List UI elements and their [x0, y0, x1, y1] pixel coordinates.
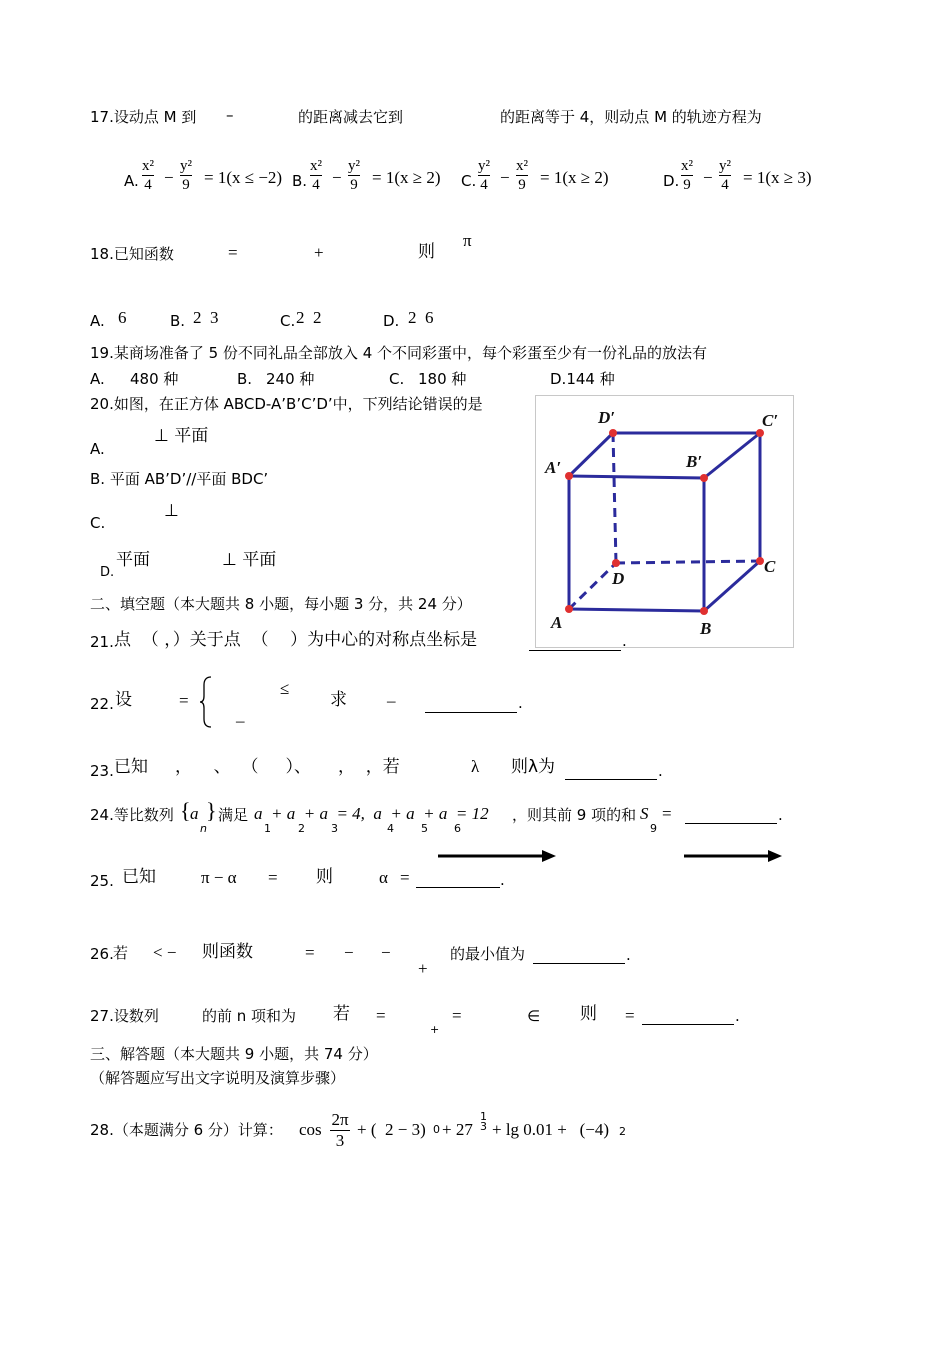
label-dp: D′ — [598, 408, 616, 427]
q18-opt-a-value: 6 — [118, 308, 127, 327]
option-label: B. — [292, 172, 308, 190]
q18-then: 则 — [418, 242, 435, 262]
q23-tail: 则λ为 — [511, 757, 556, 777]
q26-plus: + — [418, 959, 428, 978]
q28-exp0: 0 — [433, 1123, 440, 1136]
fraction: $\frac{\text{x²}}{4}$ — [310, 158, 322, 193]
label-c: C — [764, 557, 776, 576]
q24-seq: a — [190, 804, 199, 823]
q26-eq: = — [305, 943, 315, 962]
cube-figure — [535, 395, 794, 648]
q26-if: 若 — [113, 944, 129, 962]
vertex-a — [565, 605, 573, 613]
q19-opt: C. — [389, 370, 405, 388]
edge-dpd — [613, 433, 616, 563]
q17-stem-c: 的距离等于 4，则动点 M 的轨迹方程为 — [500, 108, 762, 126]
q18-opt-d-label: D. — [383, 312, 400, 330]
q17-minus: – — [226, 106, 234, 124]
q19-opt: D.144 种 — [550, 370, 615, 388]
q26-answer-blank[interactable] — [533, 946, 625, 964]
q28-prefix: 28.（本题满分 6 分）计算： — [90, 1121, 283, 1139]
option-rhs: = 1(x ≤ −2) — [204, 168, 283, 187]
fraction: $\frac{\text{x²}}{4}$ — [142, 158, 154, 193]
q24-tail: ，则其前 9 项的和 — [512, 806, 637, 824]
section3-title: 三、解答题（本大题共 9 小题，共 74 分） — [90, 1045, 378, 1063]
q18-pi: π — [463, 231, 472, 250]
q27-plus: + — [430, 1023, 440, 1036]
q22-end: . — [518, 694, 523, 712]
q22-le: ≤ — [280, 679, 290, 698]
q21-answer-blank[interactable] — [529, 632, 621, 651]
q23-text: 已知 ， 、 （ ）、 ， ，若 — [114, 757, 400, 777]
q20-opt-b: B. 平面 AB’D’//平面 BDC’ — [90, 470, 269, 488]
q18-opt-b-label: B. — [170, 312, 186, 330]
q22-num: 22. — [90, 695, 114, 713]
q26-end: . — [626, 946, 631, 964]
q23-end: . — [658, 762, 663, 780]
edge-bpcp — [704, 433, 760, 478]
q27-eq2: = — [452, 1006, 462, 1025]
fraction: $\frac{\text{x²}}{9}$ — [681, 158, 693, 193]
vertex-d — [612, 559, 620, 567]
q19-opt: 240 种 — [266, 370, 315, 388]
vertex-cp — [756, 429, 764, 437]
q25-expr: π − α — [201, 868, 237, 887]
q20-opt-c-label: C. — [90, 514, 106, 532]
q26-tail: 的最小值为 — [450, 945, 526, 963]
q20-opt-c-text: ⊥ — [164, 501, 179, 521]
q28-cos: cos — [299, 1120, 322, 1139]
fraction: $\frac{\text{y²}}{9}$ — [348, 158, 360, 193]
q24-eq: = — [662, 804, 672, 823]
vertex-ap — [565, 472, 573, 480]
q19-opt: A. — [90, 370, 105, 388]
edge-apbp — [569, 476, 704, 478]
fraction: $\frac{\text{y²}}{4}$ — [719, 158, 731, 193]
q28-rest: + lg 0.01 + (−4) — [492, 1120, 610, 1139]
q20-stem: 20.如图，在正方体 ABCD-A’B’C’D’中，下列结论错误的是 — [90, 395, 483, 413]
q28-expr: + ( 2 − 3) — [357, 1120, 426, 1139]
cube-diagram — [536, 396, 793, 650]
q28-plus27: + 27 — [442, 1120, 473, 1139]
q22-ask: 求 — [330, 690, 347, 710]
fraction: $\frac{\text{y²}}{9}$ — [180, 158, 192, 193]
edge-bc — [704, 561, 760, 611]
q19-stem: 19.某商场准备了 5 份不同礼品全部放入 4 个不同彩蛋中，每个彩蛋至少有一份礼品的放法有 — [90, 344, 708, 362]
q23-answer-blank[interactable] — [565, 761, 657, 780]
q25-then: 则 — [316, 867, 333, 887]
q21-end: . — [622, 632, 627, 650]
option-rhs: = 1(x ≥ 3) — [743, 168, 812, 187]
q26-num: 26. — [90, 945, 114, 963]
section3-note: （解答题应写出文字说明及演算步骤） — [90, 1069, 346, 1087]
q27-if: 若 — [333, 1004, 350, 1024]
label-cp: C′ — [762, 411, 779, 430]
q18-eq: = — [228, 243, 238, 262]
q25-eq: = — [268, 868, 278, 887]
edge-ad — [569, 563, 616, 609]
q20-opt-d-label: D. — [100, 565, 115, 580]
q27-end: . — [735, 1007, 740, 1025]
q26-m2: − — [381, 943, 391, 962]
q23-lambda: λ — [471, 757, 480, 776]
q27-eq3: = — [625, 1006, 635, 1025]
q21-num: 21. — [90, 633, 114, 651]
q17-stem-b: 的距离减去它到 — [298, 108, 404, 126]
q20-opt-a-label: A. — [90, 440, 105, 458]
vertex-c — [756, 557, 764, 565]
vertex-b — [700, 607, 708, 615]
q23-num: 23. — [90, 762, 114, 780]
option-label: A. — [124, 172, 139, 190]
q24-expr: a + a + a = 4, a + a + a = 12 — [254, 804, 489, 823]
q18-plus: + — [314, 243, 324, 262]
vertex-bp — [700, 474, 708, 482]
q19-opt: B. — [237, 370, 253, 388]
q18-opt-c-label: C. — [280, 312, 296, 330]
q27-answer-blank[interactable] — [642, 1007, 734, 1025]
q24-S: S — [640, 804, 649, 823]
q19-opt: 180 种 — [418, 370, 467, 388]
q26-lt: < − — [153, 943, 177, 962]
q26-func: 则函数 — [202, 942, 253, 962]
q24-prefix: 24.等比数列 — [90, 806, 174, 824]
label-ap: A′ — [545, 458, 562, 477]
edge-dc — [616, 561, 760, 563]
label-bp: B′ — [686, 452, 703, 471]
q25-known: 已知 — [122, 867, 156, 887]
q22-minus2: – — [387, 691, 396, 710]
q27-eq1: = — [376, 1006, 386, 1025]
q22-set: 设 — [115, 690, 132, 710]
q26-m1: − — [344, 943, 354, 962]
label-a: A — [551, 613, 563, 632]
q25-answer-blank[interactable] — [416, 870, 500, 888]
q17-stem-a: 17.设动点 M 到 — [90, 108, 197, 126]
q27-in: ∈ — [527, 1007, 541, 1025]
q19-opt: 480 种 — [130, 370, 179, 388]
section2-title: 二、填空题（本大题共 8 小题，每小题 3 分，共 24 分） — [90, 595, 472, 613]
label-d: D — [612, 569, 625, 588]
q18-opt-c-value: 2 2 — [296, 308, 322, 327]
q27-prefix: 27.设数列 — [90, 1007, 159, 1025]
q24-answer-blank[interactable] — [685, 806, 777, 824]
q20-opt-d-text2: ⊥ 平面 — [222, 550, 277, 570]
option-rhs: = 1(x ≥ 2) — [540, 168, 609, 187]
label-b: B — [700, 619, 712, 638]
q24-sub9: 9 — [650, 822, 657, 835]
q18-stem: 18.已知函数 — [90, 245, 174, 263]
q18-opt-a-label: A. — [90, 312, 105, 330]
q22-eq: = — [179, 691, 189, 710]
edge-apdp — [569, 433, 613, 476]
option-rhs: = 1(x ≥ 2) — [372, 168, 441, 187]
q20-opt-a-text: ⊥ 平面 — [154, 426, 209, 446]
q20-opt-d-text1: 平面 — [116, 550, 150, 570]
q27-mid: 的前 n 项和为 — [202, 1007, 297, 1025]
vertex-dp — [609, 429, 617, 437]
vector-arrow-icon — [438, 848, 558, 864]
option-label: C. — [461, 172, 477, 190]
q28-exp13: 1 3 — [480, 1110, 487, 1133]
q22-answer-blank[interactable] — [425, 694, 517, 713]
q28-fraction: $\frac{2\pi}{3}$ — [331, 1110, 349, 1150]
vector-arrow-icon — [684, 848, 784, 864]
q25-num: 25. — [90, 872, 114, 890]
q25-eq2: = — [400, 868, 410, 887]
q27-then: 则 — [580, 1004, 597, 1024]
q24-sub-n: n — [200, 822, 207, 835]
edge-ab — [569, 609, 704, 611]
option-label: D. — [663, 172, 680, 190]
brace-icon — [199, 675, 215, 729]
q28-exp2: 2 — [619, 1125, 626, 1138]
q18-opt-b-value: 2 3 — [193, 308, 219, 327]
q25-end: . — [500, 871, 505, 889]
q24-mid: 满足 — [218, 806, 249, 824]
q21-text: 点 （ ，）关于点 （ ）为中心的对称点坐标是 — [114, 630, 478, 650]
fraction: $\frac{\text{y²}}{4}$ — [478, 158, 490, 193]
q24-end: . — [778, 806, 783, 824]
q18-opt-d-value: 2 6 — [408, 308, 434, 327]
fraction: $\frac{\text{x²}}{9}$ — [516, 158, 528, 193]
q22-minus1: – — [236, 711, 245, 730]
q25-alpha: α — [379, 868, 388, 887]
